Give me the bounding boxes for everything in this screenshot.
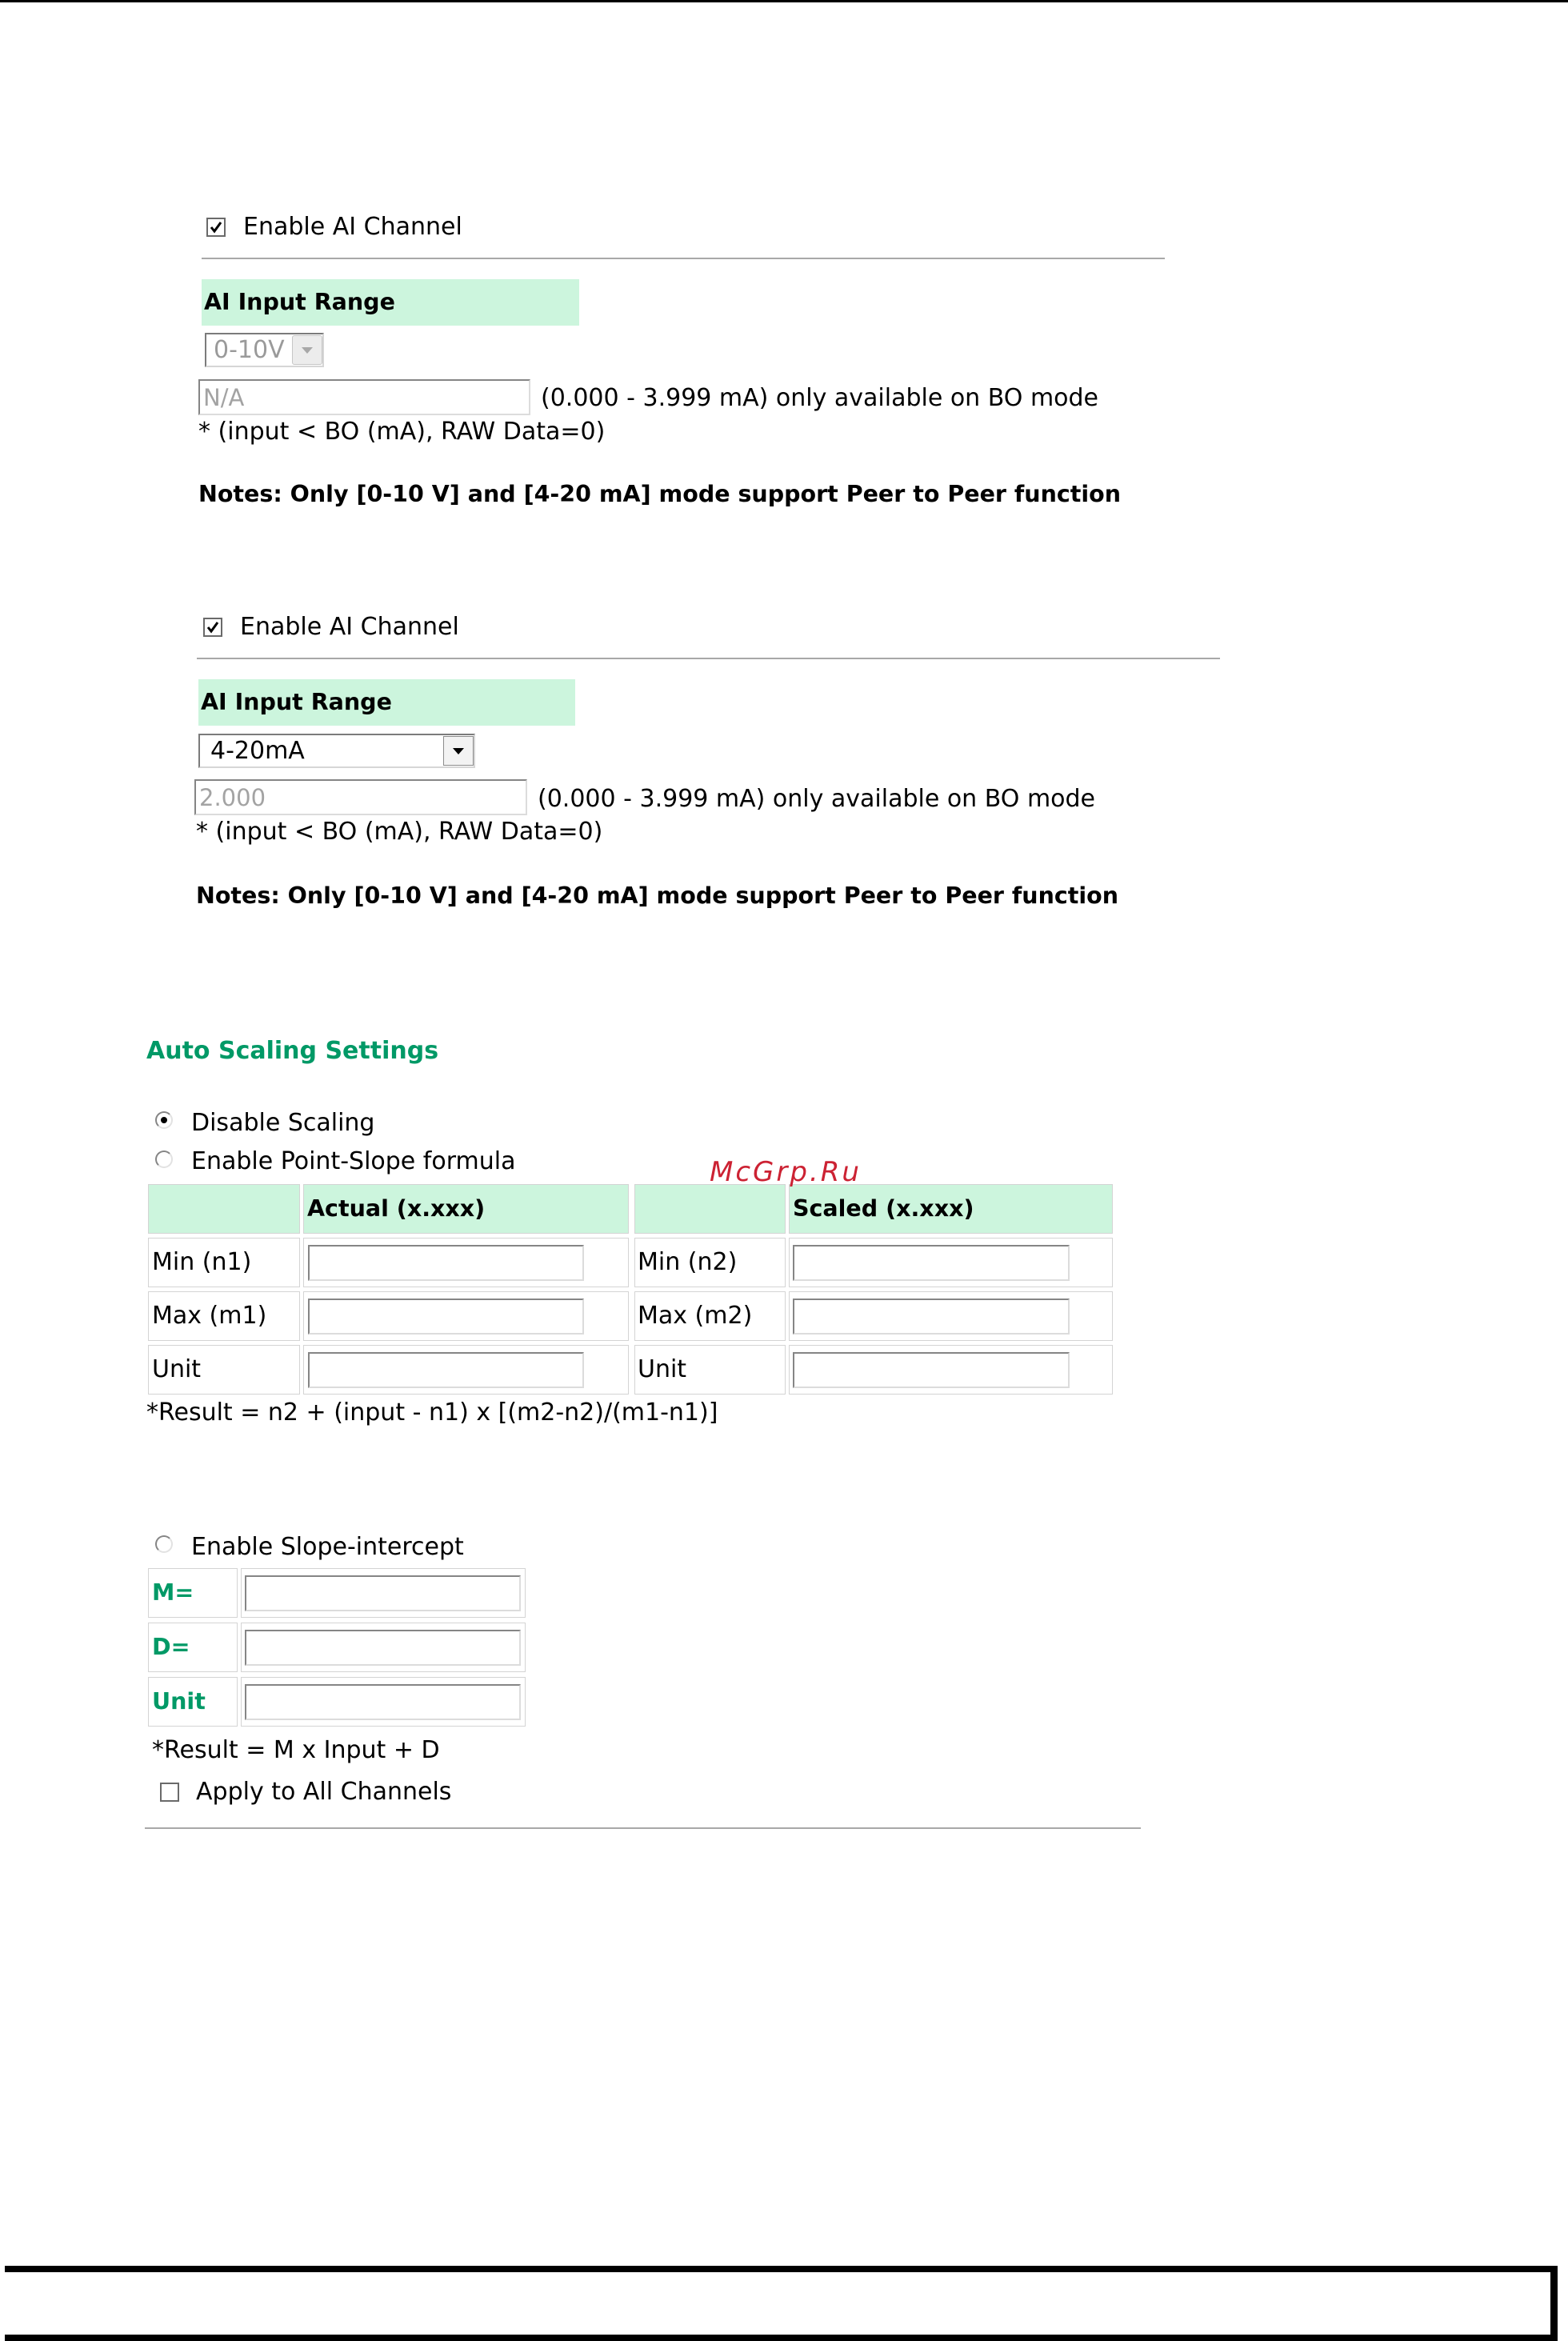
slope-unit-input[interactable] [245,1684,521,1720]
table-row-label [148,1568,238,1618]
scaled-column-header-text: Scaled (x.xxx) [793,1195,974,1222]
select-value: 0-10V [214,335,285,364]
table-row-input-cell [241,1568,526,1618]
table-header-cell-empty [634,1184,786,1234]
page-top-rule [0,0,1568,2]
table-row-label [634,1291,786,1341]
table-row-input-cell [789,1345,1113,1395]
burnout-value-input[interactable] [198,379,530,415]
auto-scaling-title: Auto Scaling Settings [146,1037,439,1065]
burnout-value-input[interactable] [194,779,527,815]
checkmark-icon [205,619,221,635]
actual-unit-label: Unit [152,1355,202,1383]
chevron-down-icon[interactable] [292,335,322,365]
ai-input-range-title: AI Input Range [201,689,392,715]
table-row-input-cell [241,1677,526,1727]
section-divider [145,1827,1141,1829]
scaled-min-label: Min (n2) [638,1248,738,1276]
table-row-input-cell [303,1345,629,1395]
burnout-range-hint: (0.000 - 3.999 mA) only available on BO mode [538,785,1096,813]
checkmark-icon [208,219,224,235]
burnout-footnote: * (input < BO (mA), RAW Data=0) [198,418,606,446]
burnout-range-hint: (0.000 - 3.999 mA) only available on BO mode [541,384,1099,412]
chevron-down-icon[interactable] [443,736,474,766]
peer-to-peer-notes: Notes: Only [0-10 V] and [4-20 mA] mode support Peer to Peer function [196,882,1119,909]
table-row-label [148,1345,300,1395]
point-slope-radio[interactable] [155,1150,173,1168]
slope-m-label: M= [152,1579,194,1606]
enable-ai-channel-checkbox[interactable] [203,618,222,637]
disable-scaling-radio[interactable] [155,1111,173,1129]
apply-to-all-channels-label: Apply to All Channels [196,1778,452,1806]
enable-ai-channel-checkbox[interactable] [206,218,226,237]
actual-min-label: Min (n1) [152,1248,252,1276]
point-slope-label: Enable Point-Slope formula [191,1147,516,1175]
actual-unit-input[interactable] [308,1352,584,1388]
apply-to-all-channels-checkbox[interactable] [160,1783,179,1802]
slope-intercept-result-formula: *Result = M x Input + D [152,1736,440,1764]
ai-input-range-header [198,679,575,726]
watermark: McGrp.Ru [710,1156,862,1188]
scaled-max-label: Max (m2) [638,1302,753,1330]
actual-column-header-text: Actual (x.xxx) [307,1195,486,1222]
select-value: 4-20mA [210,736,305,765]
table-row-label [634,1345,786,1395]
actual-min-input[interactable] [308,1245,584,1281]
page-footer-frame [5,2266,1558,2341]
scaled-min-input[interactable] [793,1245,1070,1281]
ai-input-range-title: AI Input Range [204,289,395,315]
section-divider [202,258,1165,259]
slope-intercept-radio[interactable] [155,1535,173,1553]
table-row-label [148,1677,238,1727]
actual-max-input[interactable] [308,1299,584,1335]
intercept-d-input[interactable] [245,1630,521,1666]
table-row-label [148,1623,238,1672]
slope-m-input[interactable] [245,1575,521,1611]
ai-input-range-select[interactable] [198,734,475,768]
table-row-input-cell [303,1238,629,1287]
table-header-cell-empty [148,1184,300,1234]
burnout-footnote: * (input < BO (mA), RAW Data=0) [196,818,603,846]
slope-unit-label: Unit [152,1688,206,1715]
peer-to-peer-notes: Notes: Only [0-10 V] and [4-20 mA] mode support Peer to Peer function [198,481,1122,507]
enable-ai-channel-label: Enable AI Channel [240,613,459,641]
intercept-d-label: D= [152,1634,190,1660]
actual-max-label: Max (m1) [152,1302,267,1330]
table-row-input-cell [789,1238,1113,1287]
disable-scaling-label: Disable Scaling [191,1109,375,1137]
ai-input-range-select[interactable] [205,333,324,367]
scaled-unit-input[interactable] [793,1352,1070,1388]
table-row-input-cell [303,1291,629,1341]
point-slope-result-formula: *Result = n2 + (input - n1) x [(m2-n2)/(m1-n1)] [146,1399,718,1427]
actual-column-header [303,1184,629,1234]
scaled-unit-label: Unit [638,1355,687,1383]
section-divider [197,658,1220,659]
slope-intercept-label: Enable Slope-intercept [191,1533,464,1561]
enable-ai-channel-label: Enable AI Channel [243,213,462,241]
table-row-label [634,1238,786,1287]
scaled-max-input[interactable] [793,1299,1070,1335]
table-row-input-cell [241,1623,526,1672]
table-row-input-cell [789,1291,1113,1341]
table-row-label [148,1291,300,1341]
table-row-label [148,1238,300,1287]
ai-input-range-header [202,279,579,326]
scaled-column-header [789,1184,1113,1234]
